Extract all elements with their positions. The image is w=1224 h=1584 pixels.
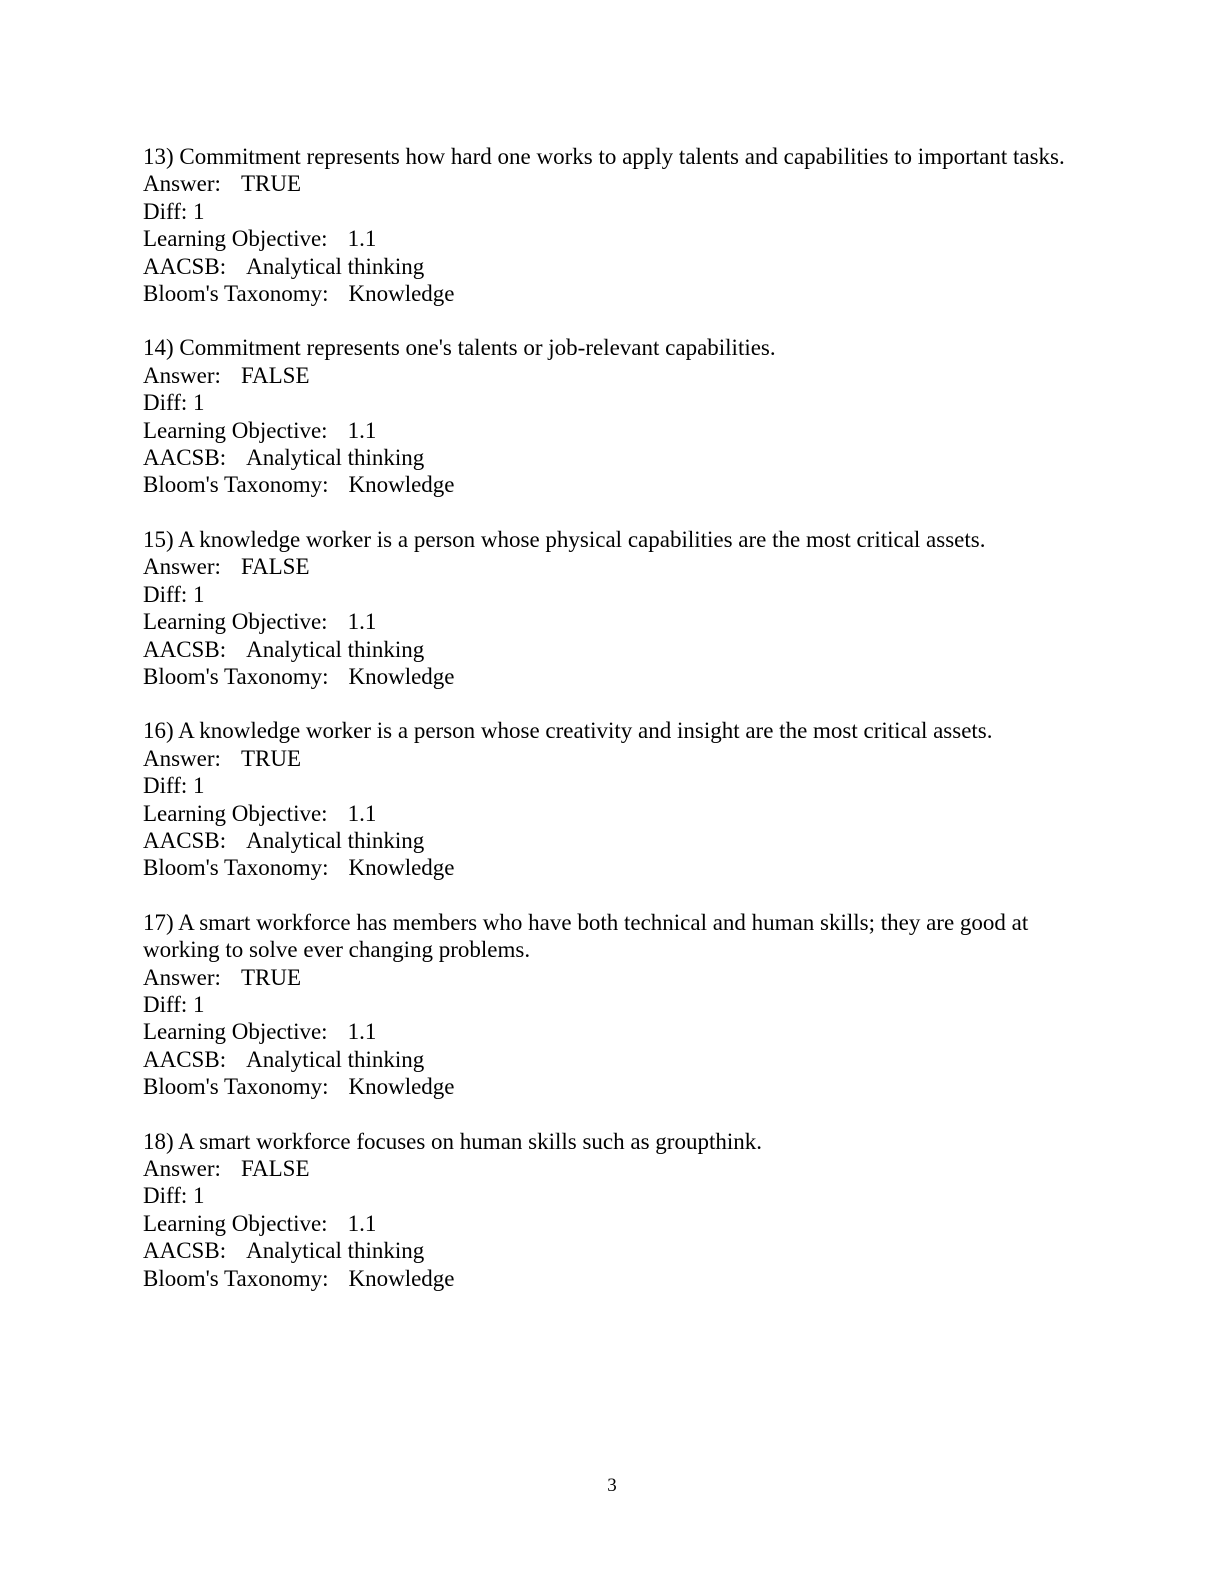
aacsb-row bbox=[143, 636, 1083, 663]
question-prompt: 13) Commitment represents how hard one works to apply talents and capabilities to important tasks. bbox=[143, 144, 1065, 169]
aacsb-value: Analytical thinking bbox=[246, 445, 425, 471]
learning-objective-label: Learning Objective: bbox=[143, 609, 328, 635]
learning-objective-row bbox=[143, 225, 1083, 252]
question-prompt: 17) A smart workforce has members who have both technical and human skills; they are good at working to solve ever changing problems. bbox=[143, 909, 1035, 963]
question-prompt: 15) A knowledge worker is a person whose physical capabilities are the most critical assets. bbox=[143, 526, 986, 552]
question-prompt: 14) Commitment represents one's talents or job-relevant capabilities. bbox=[143, 335, 776, 361]
answer-value: TRUE bbox=[240, 745, 301, 771]
blooms-taxonomy-value: Knowledge bbox=[348, 1265, 455, 1291]
blooms-taxonomy-label: Bloom's Taxonomy: bbox=[143, 472, 329, 498]
answer-label: Answer: bbox=[143, 745, 221, 771]
answer-row bbox=[143, 964, 1083, 991]
blooms-taxonomy-label: Bloom's Taxonomy: bbox=[143, 663, 329, 689]
learning-objective-row bbox=[143, 417, 1083, 444]
blooms-taxonomy-value: Knowledge bbox=[348, 281, 455, 307]
blooms-taxonomy-row bbox=[143, 1265, 1083, 1292]
aacsb-label: AACSB: bbox=[143, 636, 227, 662]
blooms-taxonomy-label: Bloom's Taxonomy: bbox=[143, 1074, 329, 1100]
learning-objective-label: Learning Objective: bbox=[143, 226, 328, 252]
blooms-taxonomy-label: Bloom's Taxonomy: bbox=[143, 281, 329, 307]
aacsb-value: Analytical thinking bbox=[246, 1046, 425, 1072]
aacsb-label: AACSB: bbox=[143, 253, 227, 279]
aacsb-value: Analytical thinking bbox=[246, 636, 425, 662]
learning-objective-value: 1.1 bbox=[347, 609, 377, 635]
aacsb-label: AACSB: bbox=[143, 445, 227, 471]
answer-row bbox=[143, 745, 1083, 772]
blooms-taxonomy-value: Knowledge bbox=[348, 855, 455, 881]
blooms-taxonomy-value: Knowledge bbox=[348, 1074, 455, 1100]
answer-label: Answer: bbox=[143, 964, 221, 990]
question-16 bbox=[143, 717, 1083, 881]
aacsb-label: AACSB: bbox=[143, 827, 227, 853]
answer-value: FALSE bbox=[240, 1156, 310, 1181]
blooms-taxonomy-row bbox=[143, 663, 1083, 690]
question-13 bbox=[143, 143, 1083, 307]
aacsb-row bbox=[143, 444, 1083, 471]
learning-objective-label: Learning Objective: bbox=[143, 417, 328, 443]
question-14 bbox=[143, 334, 1083, 498]
blooms-taxonomy-row bbox=[143, 471, 1083, 498]
page-number: 3 bbox=[607, 1475, 617, 1496]
learning-objective-label: Learning Objective: bbox=[143, 800, 328, 826]
answer-value: TRUE bbox=[240, 171, 301, 197]
learning-objective-label: Learning Objective: bbox=[143, 1210, 328, 1236]
blooms-taxonomy-row bbox=[143, 854, 1083, 881]
answer-value: FALSE bbox=[240, 554, 310, 580]
learning-objective-row bbox=[143, 608, 1083, 635]
difficulty-row: Diff: 1 bbox=[143, 773, 205, 799]
learning-objective-row bbox=[143, 1018, 1083, 1045]
answer-row bbox=[143, 170, 1083, 197]
question-prompt: 16) A knowledge worker is a person whose creativity and insight are the most critical assets. bbox=[143, 718, 993, 744]
learning-objective-value: 1.1 bbox=[347, 417, 377, 443]
aacsb-label: AACSB: bbox=[143, 1238, 227, 1264]
learning-objective-label: Learning Objective: bbox=[143, 1019, 328, 1045]
answer-label: Answer: bbox=[143, 362, 221, 388]
document-page bbox=[143, 143, 1083, 1319]
answer-label: Answer: bbox=[143, 554, 221, 580]
aacsb-value: Analytical thinking bbox=[246, 827, 425, 853]
answer-label: Answer: bbox=[143, 1156, 221, 1181]
blooms-taxonomy-value: Knowledge bbox=[348, 663, 455, 689]
learning-objective-value: 1.1 bbox=[347, 800, 377, 826]
learning-objective-row bbox=[143, 1210, 1083, 1237]
aacsb-value: Analytical thinking bbox=[246, 253, 425, 279]
blooms-taxonomy-row bbox=[143, 280, 1083, 307]
answer-row bbox=[143, 553, 1083, 580]
difficulty-row: Diff: 1 bbox=[143, 198, 205, 224]
blooms-taxonomy-value: Knowledge bbox=[348, 472, 455, 498]
difficulty-row: Diff: 1 bbox=[143, 991, 205, 1017]
aacsb-row bbox=[143, 253, 1083, 280]
question-prompt: 18) A smart workforce focuses on human skills such as groupthink. bbox=[143, 1128, 762, 1154]
aacsb-label: AACSB: bbox=[143, 1046, 227, 1072]
difficulty-row: Diff: 1 bbox=[143, 581, 205, 607]
answer-value: FALSE bbox=[240, 362, 310, 388]
answer-label: Answer: bbox=[143, 171, 221, 197]
answer-row bbox=[143, 1155, 1083, 1182]
question-17 bbox=[143, 909, 1083, 1101]
blooms-taxonomy-label: Bloom's Taxonomy: bbox=[143, 1265, 329, 1291]
learning-objective-row bbox=[143, 800, 1083, 827]
question-15 bbox=[143, 526, 1083, 690]
blooms-taxonomy-label: Bloom's Taxonomy: bbox=[143, 855, 329, 881]
learning-objective-value: 1.1 bbox=[347, 1210, 377, 1236]
aacsb-row bbox=[143, 1237, 1083, 1264]
learning-objective-value: 1.1 bbox=[347, 1019, 377, 1045]
question-18 bbox=[143, 1128, 1083, 1292]
aacsb-row bbox=[143, 827, 1083, 854]
difficulty-row: Diff: 1 bbox=[143, 390, 205, 416]
difficulty-row: Diff: 1 bbox=[143, 1183, 205, 1209]
answer-row bbox=[143, 362, 1083, 389]
aacsb-row bbox=[143, 1046, 1083, 1073]
blooms-taxonomy-row bbox=[143, 1073, 1083, 1100]
aacsb-value: Analytical thinking bbox=[246, 1238, 425, 1264]
answer-value: TRUE bbox=[240, 964, 301, 990]
learning-objective-value: 1.1 bbox=[347, 226, 377, 252]
